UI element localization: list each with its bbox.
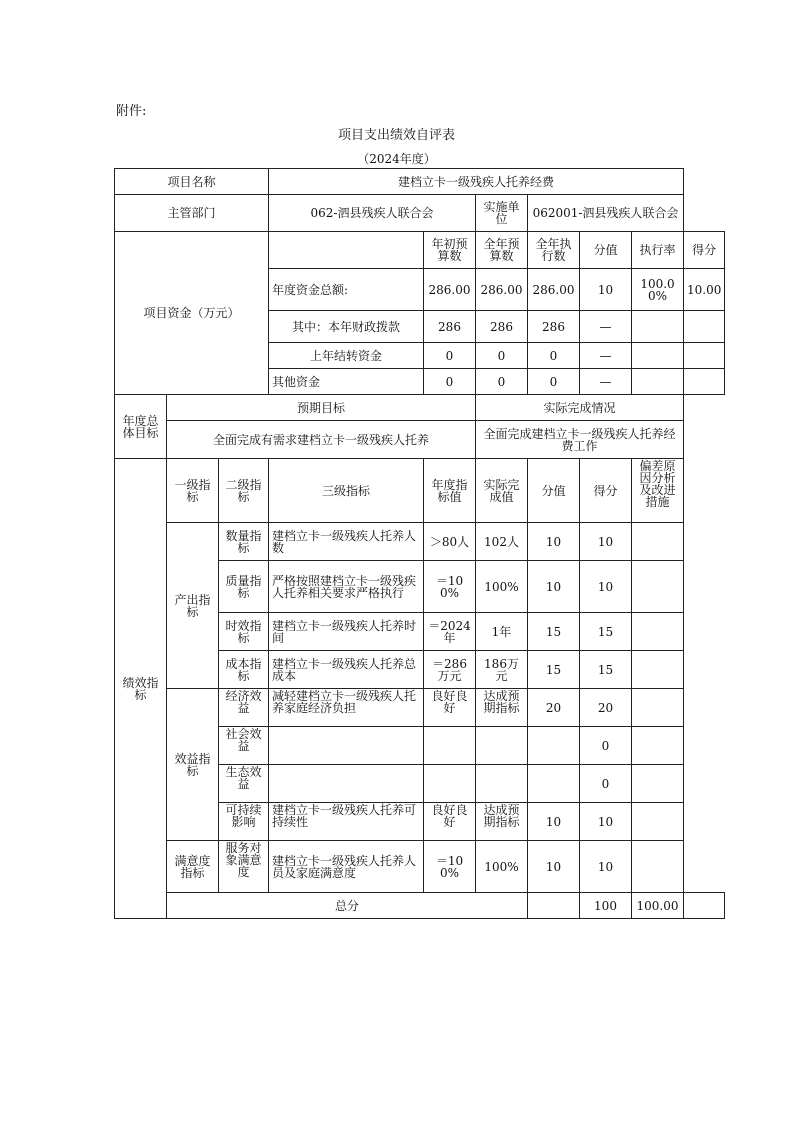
perf-score: 10 bbox=[580, 523, 632, 561]
perf-header-score-value: 分值 bbox=[528, 459, 580, 523]
funds-row-full: 286.00 bbox=[476, 269, 528, 311]
perf-level3: 建档立卡一级残疾人托养可持续性 bbox=[269, 803, 424, 841]
perf-header-target: 年度指标值 bbox=[424, 459, 476, 523]
perf-target bbox=[424, 765, 476, 803]
funds-row-full: 0 bbox=[476, 369, 528, 395]
total-score-value: 100 bbox=[580, 893, 632, 919]
perf-score-value: 15 bbox=[528, 651, 580, 689]
funds-row-score bbox=[684, 343, 725, 369]
funds-row-exec: 0 bbox=[528, 369, 580, 395]
perf-level2: 可持续影响 bbox=[219, 803, 269, 841]
perf-score: 15 bbox=[580, 651, 632, 689]
funds-row-score bbox=[684, 311, 725, 343]
perf-actual: 1年 bbox=[476, 613, 528, 651]
perf-target: 良好良好 bbox=[424, 803, 476, 841]
perf-target: ＝100% bbox=[424, 841, 476, 893]
funds-row-score-value: — bbox=[580, 343, 632, 369]
perf-deviation bbox=[632, 561, 684, 613]
funds-row-label: 其中：本年财政拨款 bbox=[269, 311, 424, 343]
funds-row-exec-rate: 100.00% bbox=[632, 269, 684, 311]
satisfaction-indicator-label: 满意度指标 bbox=[167, 841, 219, 893]
perf-score: 10 bbox=[580, 561, 632, 613]
perf-score-value: 10 bbox=[528, 561, 580, 613]
perf-level2: 成本指标 bbox=[219, 651, 269, 689]
benefit-indicator-label: 效益指标 bbox=[167, 689, 219, 841]
funds-row-initial: 0 bbox=[424, 369, 476, 395]
table-row bbox=[115, 523, 725, 561]
funds-header-score: 得分 bbox=[684, 232, 725, 269]
perf-target: ＞80人 bbox=[424, 523, 476, 561]
funds-row-full: 286 bbox=[476, 311, 528, 343]
output-indicator-label: 产出指标 bbox=[167, 523, 219, 689]
funds-header-exec: 全年执行数 bbox=[528, 232, 580, 269]
funds-section-label: 项目资金（万元） bbox=[115, 232, 269, 395]
perf-level2: 数量指标 bbox=[219, 523, 269, 561]
perf-target: 良好良好 bbox=[424, 689, 476, 727]
goals-actual-label: 实际完成情况 bbox=[476, 395, 684, 421]
total-blank-target bbox=[528, 893, 580, 919]
perf-level3 bbox=[269, 765, 424, 803]
perf-target bbox=[424, 727, 476, 765]
funds-row-exec-rate bbox=[632, 343, 684, 369]
perf-level2: 社会效益 bbox=[219, 727, 269, 765]
perf-actual bbox=[476, 727, 528, 765]
perf-score: 0 bbox=[580, 727, 632, 765]
funds-row-label: 其他资金 bbox=[269, 369, 424, 395]
funds-row-initial: 286 bbox=[424, 311, 476, 343]
perf-deviation bbox=[632, 803, 684, 841]
funds-header-blank bbox=[269, 232, 424, 269]
perf-score-value: 10 bbox=[528, 523, 580, 561]
funds-row-exec-rate bbox=[632, 311, 684, 343]
perf-level3: 建档立卡一级残疾人托养总成本 bbox=[269, 651, 424, 689]
funds-row-exec: 286 bbox=[528, 311, 580, 343]
performance-section-label: 绩效指标 bbox=[115, 459, 167, 919]
unit-label: 实施单位 bbox=[476, 195, 528, 232]
perf-level2: 生态效益 bbox=[219, 765, 269, 803]
perf-header-level2: 二级指标 bbox=[219, 459, 269, 523]
perf-level3: 建档立卡一级残疾人托养人数 bbox=[269, 523, 424, 561]
funds-row-label: 上年结转资金 bbox=[269, 343, 424, 369]
perf-score: 10 bbox=[580, 803, 632, 841]
perf-score-value: 10 bbox=[528, 803, 580, 841]
page-title: 项目支出绩效自评表 bbox=[337, 128, 455, 143]
perf-score-value: 20 bbox=[528, 689, 580, 727]
perf-score-value: 10 bbox=[528, 841, 580, 893]
perf-header-score: 得分 bbox=[580, 459, 632, 523]
perf-actual: 达成预期指标 bbox=[476, 689, 528, 727]
perf-level3: 建档立卡一级残疾人托养时间 bbox=[269, 613, 424, 651]
funds-row-score: 10.00 bbox=[684, 269, 725, 311]
perf-level3: 严格按照建档立卡一级残疾人托养相关要求严格执行 bbox=[269, 561, 424, 613]
funds-row-exec-rate bbox=[632, 369, 684, 395]
perf-level3: 建档立卡一级残疾人托养人员及家庭满意度 bbox=[269, 841, 424, 893]
funds-header-exec-rate: 执行率 bbox=[632, 232, 684, 269]
funds-row-score-value: — bbox=[580, 311, 632, 343]
perf-score: 10 bbox=[580, 841, 632, 893]
table-row bbox=[115, 689, 725, 727]
perf-level2: 经济效益 bbox=[219, 689, 269, 727]
perf-actual: 100% bbox=[476, 841, 528, 893]
funds-row-initial: 286.00 bbox=[424, 269, 476, 311]
perf-actual: 102人 bbox=[476, 523, 528, 561]
goals-actual-value: 全面完成建档立卡一级残疾人托养经费工作 bbox=[476, 421, 684, 459]
funds-row-full: 0 bbox=[476, 343, 528, 369]
perf-score: 20 bbox=[580, 689, 632, 727]
perf-score-value: 15 bbox=[528, 613, 580, 651]
perf-level3: 减轻建档立卡一级残疾人托养家庭经济负担 bbox=[269, 689, 424, 727]
perf-deviation bbox=[632, 689, 684, 727]
funds-row-exec: 0 bbox=[528, 343, 580, 369]
perf-deviation bbox=[632, 841, 684, 893]
perf-deviation bbox=[632, 651, 684, 689]
funds-row-label: 年度资金总额: bbox=[269, 269, 424, 311]
unit-value: 062001-泗县残疾人联合会 bbox=[528, 195, 684, 232]
perf-header-level1: 一级指标 bbox=[167, 459, 219, 523]
funds-header-full: 全年预算数 bbox=[476, 232, 528, 269]
perf-deviation bbox=[632, 523, 684, 561]
attachment-label: 附件: bbox=[116, 104, 147, 119]
perf-deviation bbox=[632, 765, 684, 803]
funds-row-exec: 286.00 bbox=[528, 269, 580, 311]
perf-target: ＝2024年 bbox=[424, 613, 476, 651]
funds-header-score-value: 分值 bbox=[580, 232, 632, 269]
perf-score-value bbox=[528, 765, 580, 803]
perf-score: 15 bbox=[580, 613, 632, 651]
total-label: 总分 bbox=[167, 893, 528, 919]
perf-actual: 达成预期指标 bbox=[476, 803, 528, 841]
dept-value: 062-泗县残疾人联合会 bbox=[269, 195, 476, 232]
perf-actual: 100% bbox=[476, 561, 528, 613]
perf-level2: 时效指标 bbox=[219, 613, 269, 651]
perf-header-level3: 三级指标 bbox=[269, 459, 424, 523]
perf-target: ＝100% bbox=[424, 561, 476, 613]
perf-score-value bbox=[528, 727, 580, 765]
perf-header-actual: 实际完成值 bbox=[476, 459, 528, 523]
perf-actual: 186万元 bbox=[476, 651, 528, 689]
funds-row-initial: 0 bbox=[424, 343, 476, 369]
table-row bbox=[115, 841, 725, 893]
funds-row-score bbox=[684, 369, 725, 395]
perf-deviation bbox=[632, 613, 684, 651]
report-year: （2024年度） bbox=[357, 152, 436, 166]
perf-target: ＝286万元 bbox=[424, 651, 476, 689]
funds-row-score-value: 10 bbox=[580, 269, 632, 311]
perf-level2: 服务对象满意度 bbox=[219, 841, 269, 893]
perf-header-deviation: 偏差原因分析及改进措施 bbox=[632, 459, 684, 523]
perf-level3 bbox=[269, 727, 424, 765]
performance-self-evaluation-table bbox=[114, 168, 725, 919]
dept-label: 主管部门 bbox=[115, 195, 269, 232]
perf-actual bbox=[476, 765, 528, 803]
perf-deviation bbox=[632, 727, 684, 765]
funds-header-initial: 年初预算数 bbox=[424, 232, 476, 269]
project-name-label: 项目名称 bbox=[115, 169, 269, 195]
total-row bbox=[115, 893, 725, 919]
perf-score: 0 bbox=[580, 765, 632, 803]
total-score: 100.00 bbox=[632, 893, 684, 919]
perf-level2: 质量指标 bbox=[219, 561, 269, 613]
goals-section-label: 年度总体目标 bbox=[115, 395, 167, 459]
funds-row-score-value: — bbox=[580, 369, 632, 395]
goals-expected-label: 预期目标 bbox=[167, 395, 476, 421]
total-deviation bbox=[684, 893, 725, 919]
project-name-value: 建档立卡一级残疾人托养经费 bbox=[269, 169, 684, 195]
goals-expected-value: 全面完成有需求建档立卡一级残疾人托养 bbox=[167, 421, 476, 459]
